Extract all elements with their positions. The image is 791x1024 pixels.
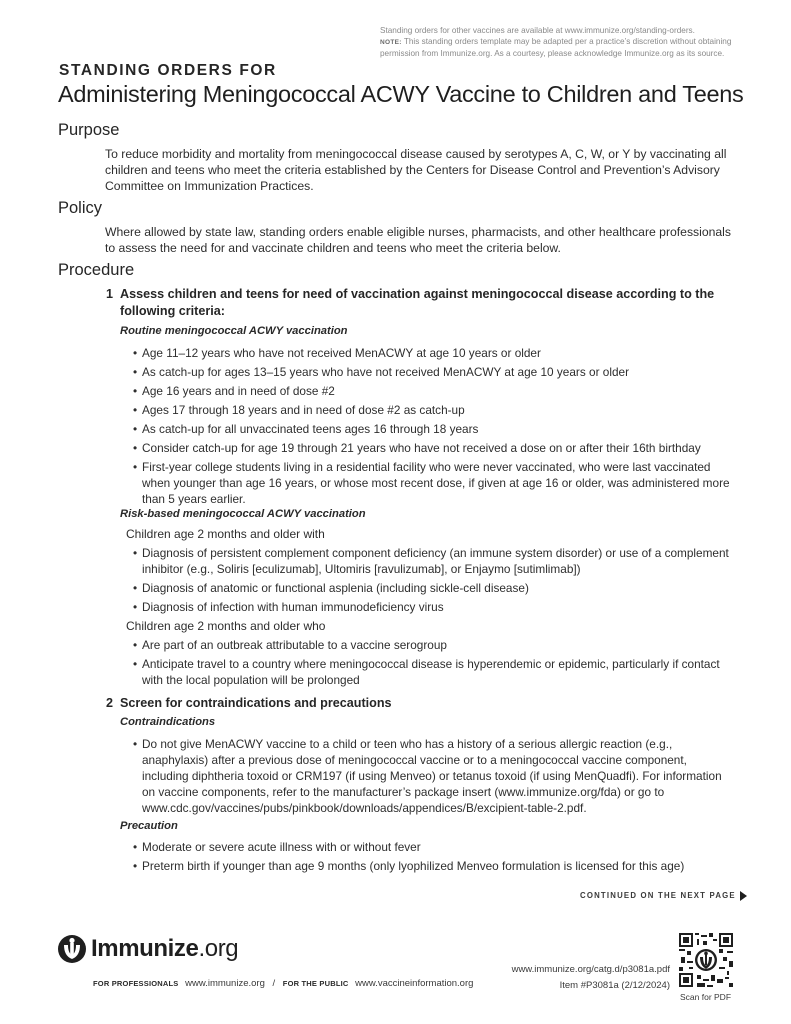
list-item: • Are part of an outbreak attributable to a vaccine serogroup — [133, 637, 733, 653]
pdf-link[interactable]: www.immunize.org/catg.d/p3081a.pdf — [511, 964, 670, 975]
procedure-heading: Procedure — [58, 261, 135, 279]
risk-based-heading: Risk-based meningococcal ACWY vaccination — [120, 508, 366, 520]
note-text: This standing orders template may be adapted per a practice’s discretion without obtaining permission from Immunize.org. As a courtesy, please acknowledge Immunize.org as its source. — [380, 37, 732, 58]
risk-group-1-lead: Children age 2 months and older with — [126, 527, 325, 541]
logo-wordmark: Immunize.org — [91, 935, 239, 962]
document-reference — [512, 962, 670, 994]
list-item: • Anticipate travel to a country where meningococcal disease is hyperendemic or epidemic, particularly if contact with the local population will be prolonged — [133, 656, 733, 688]
footer-links — [93, 978, 473, 989]
procedure-step-1 — [106, 286, 736, 320]
continued-label: CONTINUED ON THE NEXT PAGE — [580, 891, 736, 901]
purpose-text: To reduce morbidity and mortality from meningococcal disease caused by serotypes A, C, W, or Y by vaccinating all children and teens who meet the criteria established by the Centers for Disease Control and Prevention’s Advisory Committee on Immunization Practices. — [105, 147, 727, 193]
precaution-list — [133, 839, 733, 877]
professionals-label: FOR PROFESSIONALS — [93, 979, 179, 988]
risk-group-2-list — [133, 637, 733, 691]
list-item: • Diagnosis of anatomic or functional asplenia (including sickle-cell disease) — [133, 580, 733, 596]
list-item: • Age 16 years and in need of dose #2 — [133, 383, 733, 399]
play-arrow-icon — [740, 891, 747, 901]
list-item: • As catch-up for ages 13–15 years who have not received MenACWY at age 10 years or older — [133, 364, 733, 380]
procedure-step-2 — [106, 695, 736, 712]
step-number: 2 — [106, 696, 114, 710]
risk-group-2-lead: Children age 2 months and older who — [126, 619, 326, 633]
header-note — [380, 25, 750, 59]
public-label: FOR THE PUBLIC — [282, 979, 349, 988]
professionals-link[interactable]: www.immunize.org — [185, 978, 265, 989]
contraindications-heading: Contraindications — [120, 716, 216, 728]
contraindications-list — [133, 736, 733, 819]
risk-group-1-list — [133, 545, 733, 618]
policy-text: Where allowed by state law, standing orders enable eligible nurses, pharmacists, and other healthcare professionals to assess the need for and vaccinate children and teens who meet the criteria below. — [105, 225, 731, 255]
immunize-logo-icon — [57, 934, 87, 964]
list-item: • As catch-up for all unvaccinated teens ages 16 through 18 years — [133, 421, 733, 437]
qr-code-icon[interactable] — [679, 933, 733, 987]
purpose-heading: Purpose — [58, 121, 120, 139]
footer-separator: / — [272, 978, 276, 989]
immunize-logo — [57, 934, 238, 964]
list-item: • Diagnosis of persistent complement component deficiency (an immune system disorder) or use of a complement inhibitor (e.g., Soliris [eculizumab], Ultomiris [ravulizumab], or Enjaymo [sutimlimab]) — [133, 545, 733, 577]
policy-heading: Policy — [58, 199, 103, 217]
scan-for-pdf-label: Scan for PDF — [680, 992, 732, 1002]
list-item: • Preterm birth if younger than age 9 months (only lyophilized Menveo formulation is licensed for this age) — [133, 858, 733, 874]
list-item: • First-year college students living in a residential facility who were never vaccinated, who were last vaccinated when younger than age 16 years, or whose most recent dose, if given at age 16 or older, was administered more than 5 years earlier. — [133, 459, 733, 507]
routine-criteria-list — [133, 345, 733, 510]
public-link[interactable]: www.vaccineinformation.org — [355, 978, 474, 989]
note-label: NOTE: — [380, 39, 402, 46]
continued-next-page — [580, 891, 747, 901]
list-item: • Ages 17 through 18 years and in need of dose #2 as catch-up — [133, 402, 733, 418]
step-text: Screen for contraindications and precautions — [120, 696, 392, 710]
step-number: 1 — [106, 287, 114, 301]
list-item: • Do not give MenACWY vaccine to a child or teen who has a history of a serious allergic reaction (e.g., anaphylaxis) after a previous dose of meningococcal vaccine or to a meningococcal vaccine component, including diphtheria toxoid or CRM197 (if using Menveo) or tetanus toxoid (if using MenQuadfi). For information on vaccine components, refer to the manufacturer’s package insert (www.immunize.org/fda) or go to www.cdc.gov/vaccines/pubs/pinkbook/downloads/appendices/B/excipient-table-2.pdf. — [133, 736, 733, 816]
adaptation-note — [380, 36, 750, 59]
document-overline: STANDING ORDERS FOR — [59, 62, 277, 79]
document-title: Administering Meningococcal ACWY Vaccine to Children and Teens — [58, 81, 744, 107]
precaution-heading: Precaution — [120, 820, 178, 832]
item-number: Item #P3081a (2/12/2024) — [559, 980, 670, 991]
list-item: • Consider catch-up for age 19 through 21 years who have not received a dose on or after their 16th birthday — [133, 440, 733, 456]
list-item: • Age 11–12 years who have not received MenACWY at age 10 years or older — [133, 345, 733, 361]
list-item: • Moderate or severe acute illness with or without fever — [133, 839, 733, 855]
routine-heading: Routine meningococcal ACWY vaccination — [120, 325, 348, 337]
standing-orders-link-note: Standing orders for other vaccines are available at www.immunize.org/standing-orders. — [380, 26, 695, 35]
list-item: • Diagnosis of infection with human immunodeficiency virus — [133, 599, 733, 615]
step-text: Assess children and teens for need of vaccination against meningococcal disease according to the following criteria: — [120, 287, 715, 318]
